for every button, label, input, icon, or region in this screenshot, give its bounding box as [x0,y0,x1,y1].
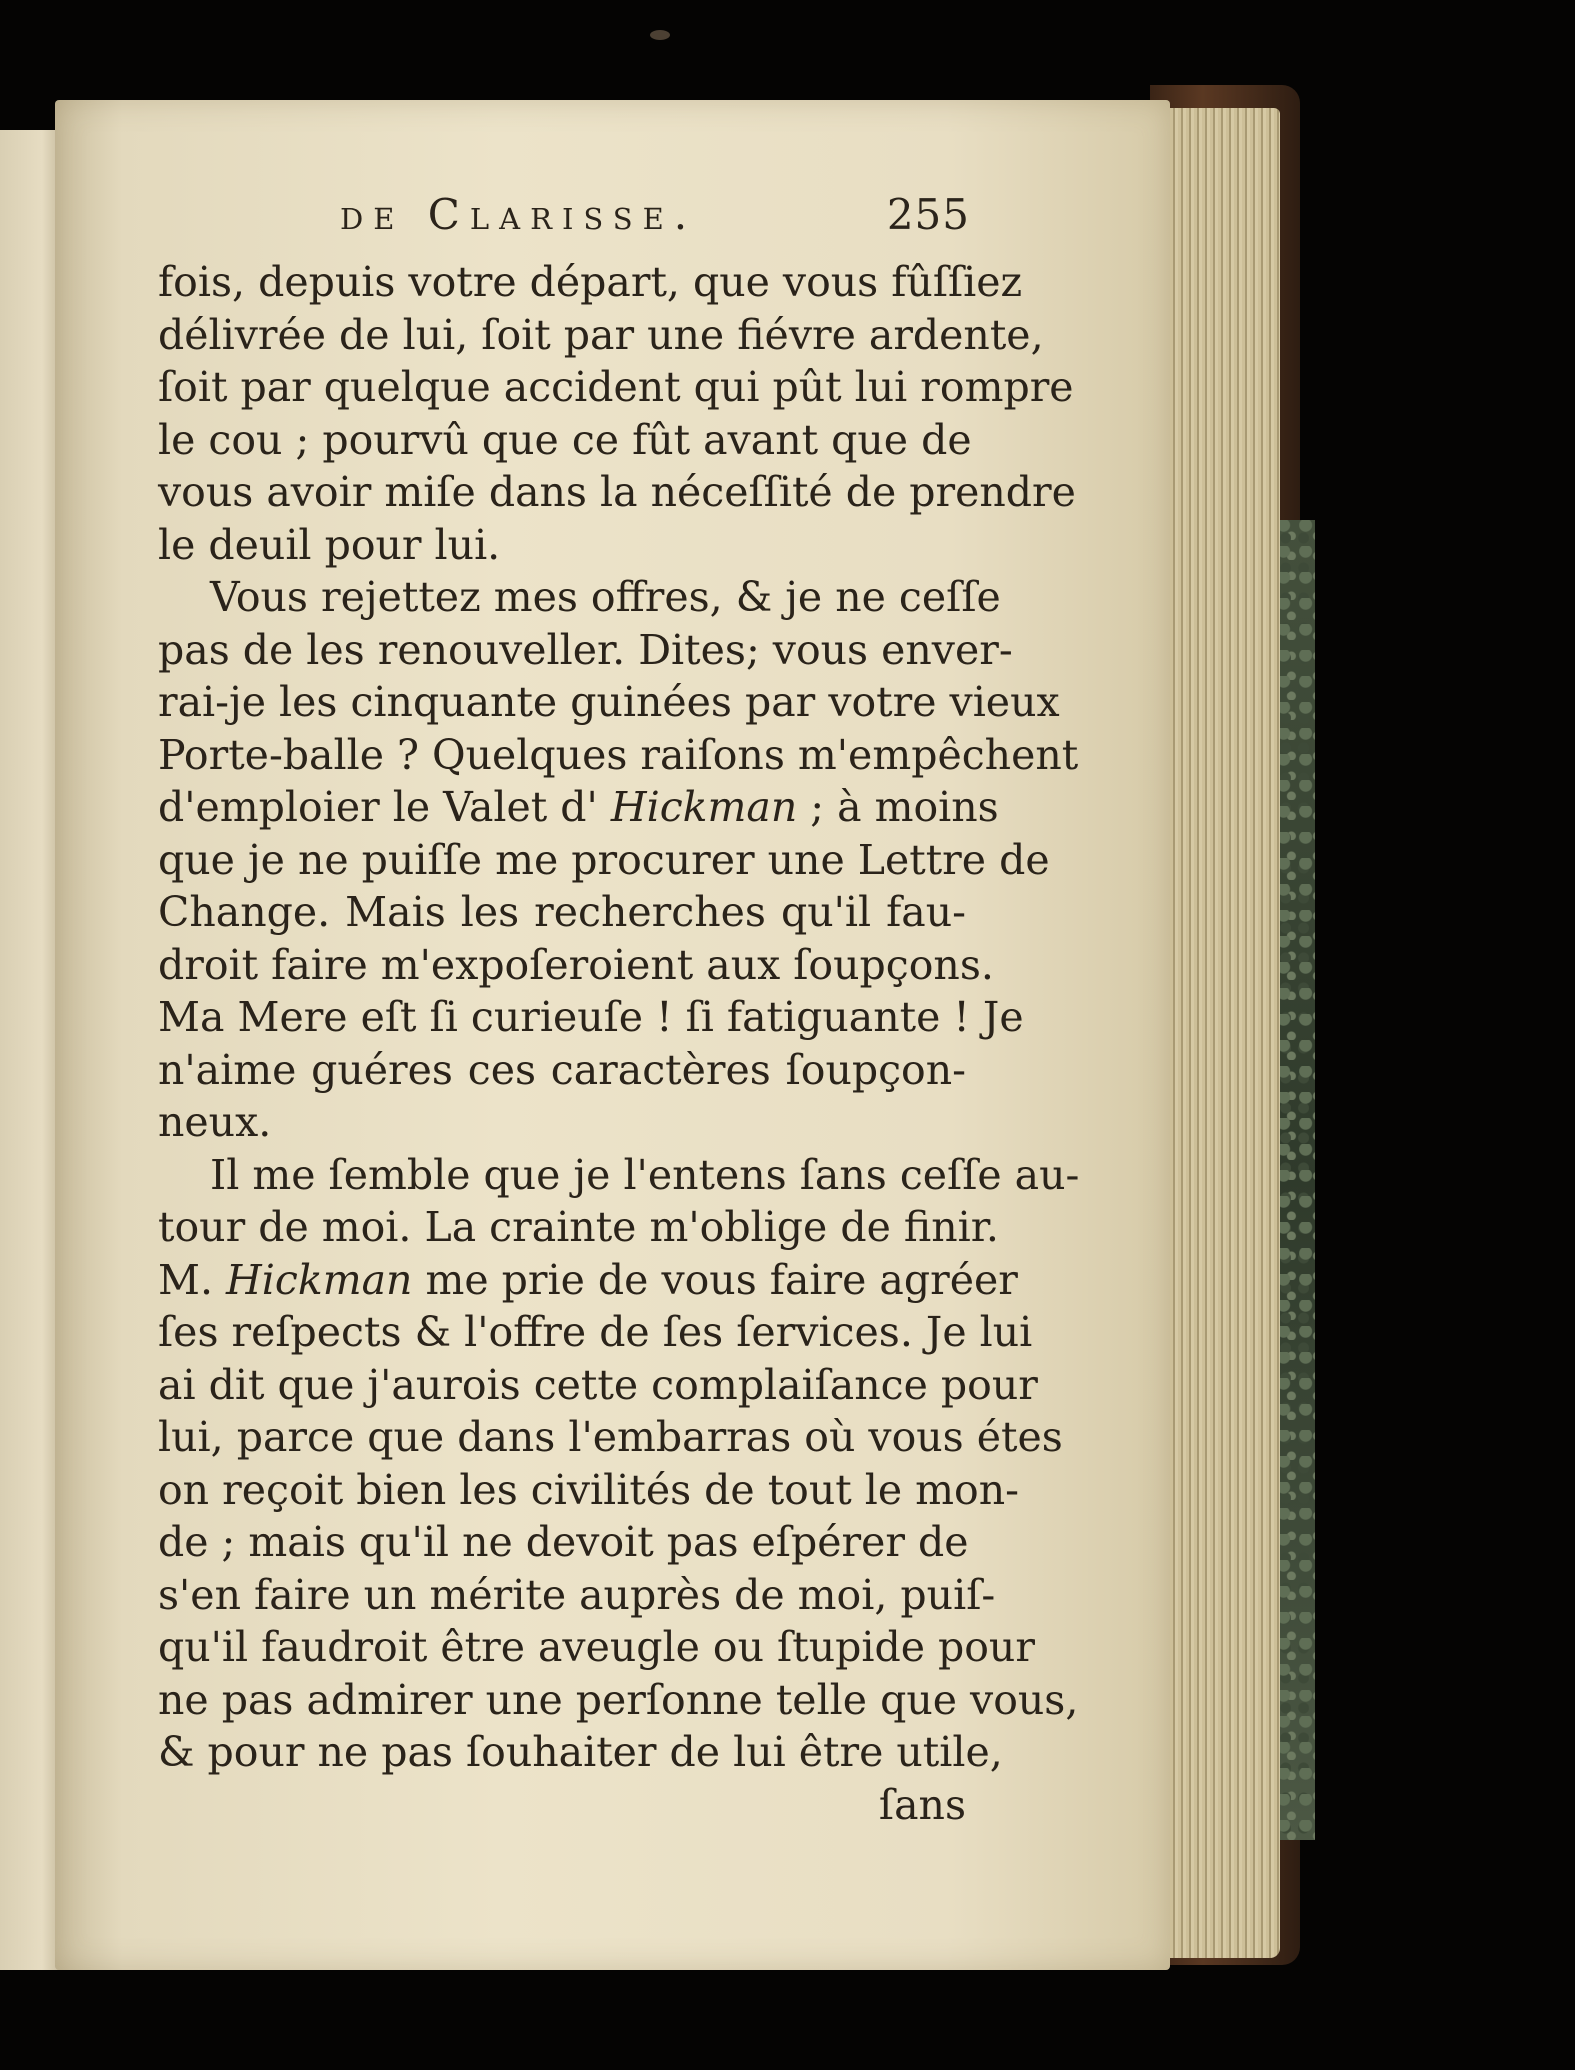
text-line: pas de les renouveller. Dites; vous enver- [158,625,1013,674]
text-line: d'emploier le Valet d' Hickman ; à moins [158,783,999,831]
text-line: que je ne puiſſe me procurer une Lettre de [158,835,1050,884]
text-line: ne pas admirer une perſonne telle que vous, [158,1675,1079,1724]
text-line: rai-je les cinquante guinées par votre vieux [158,678,1060,726]
text-line: le cou ; pourvû que ce fût avant que de [158,415,972,464]
text-line: neux. [158,1098,272,1146]
text-line: qu'il faudroit être aveugle ou ſtupide pour [158,1623,1035,1671]
text-line: vous avoir miſe dans la néceſſité de prendre [158,468,1076,516]
text-line: Il me ſemble que je l'entens ſans ceſſe au- [210,1150,1080,1199]
text-line: de ; mais qu'il ne devoit pas eſpérer de [158,1518,969,1566]
text-line: ſes reſpects & l'offre de ſes ſervices. Je lui [158,1308,1033,1356]
text-line: on reçoit bien les civilités de tout le mon- [158,1465,1019,1514]
text-line: & pour ne pas ſouhaiter de lui être utile, [158,1728,1003,1776]
catchword: ſans [878,1780,966,1829]
text-line: s'en faire un mérite auprès de moi, puiſ- [158,1570,996,1619]
text-line: Porte-balle ? Quelques raiſons m'empêchent [158,730,1079,779]
text-line: Change. Mais les recherches qu'il fau- [158,888,966,936]
text-line: Ma Mere eſt ſi curieuſe ! ſi fatiguante ! Je [158,993,1024,1041]
text-line: M. Hickman me prie de vous faire agréer [158,1255,1018,1304]
body-text [158,256,1080,1831]
italic-name: Hickman [610,783,798,831]
text-line: le deuil pour lui. [158,520,501,569]
running-title: de Clarisse. [340,190,698,239]
text-line: ai dit que j'aurois cette complaiſance pour [158,1360,1038,1409]
text-line: Vous rejettez mes offres, & je ne ceſſe [210,573,1001,621]
text-line: ſoit par quelque accident qui pût lui rompre [158,363,1074,411]
italic-name: Hickman [226,1255,413,1304]
text-line: lui, parce que dans l'embarras où vous étes [158,1413,1063,1461]
text-line: tour de moi. La crainte m'oblige de finir. [158,1203,999,1251]
text-line: droit faire m'expoſeroient aux ſoupçons. [158,940,994,989]
page-number: 255 [886,190,970,239]
text-line: fois, depuis votre départ, que vous fûſſiez [158,258,1023,306]
ink-smudge [650,30,670,40]
text-line: n'aime guéres ces caractères ſoupçon- [158,1045,966,1094]
text-line: délivrée de lui, ſoit par une fiévre ardente, [158,310,1044,359]
